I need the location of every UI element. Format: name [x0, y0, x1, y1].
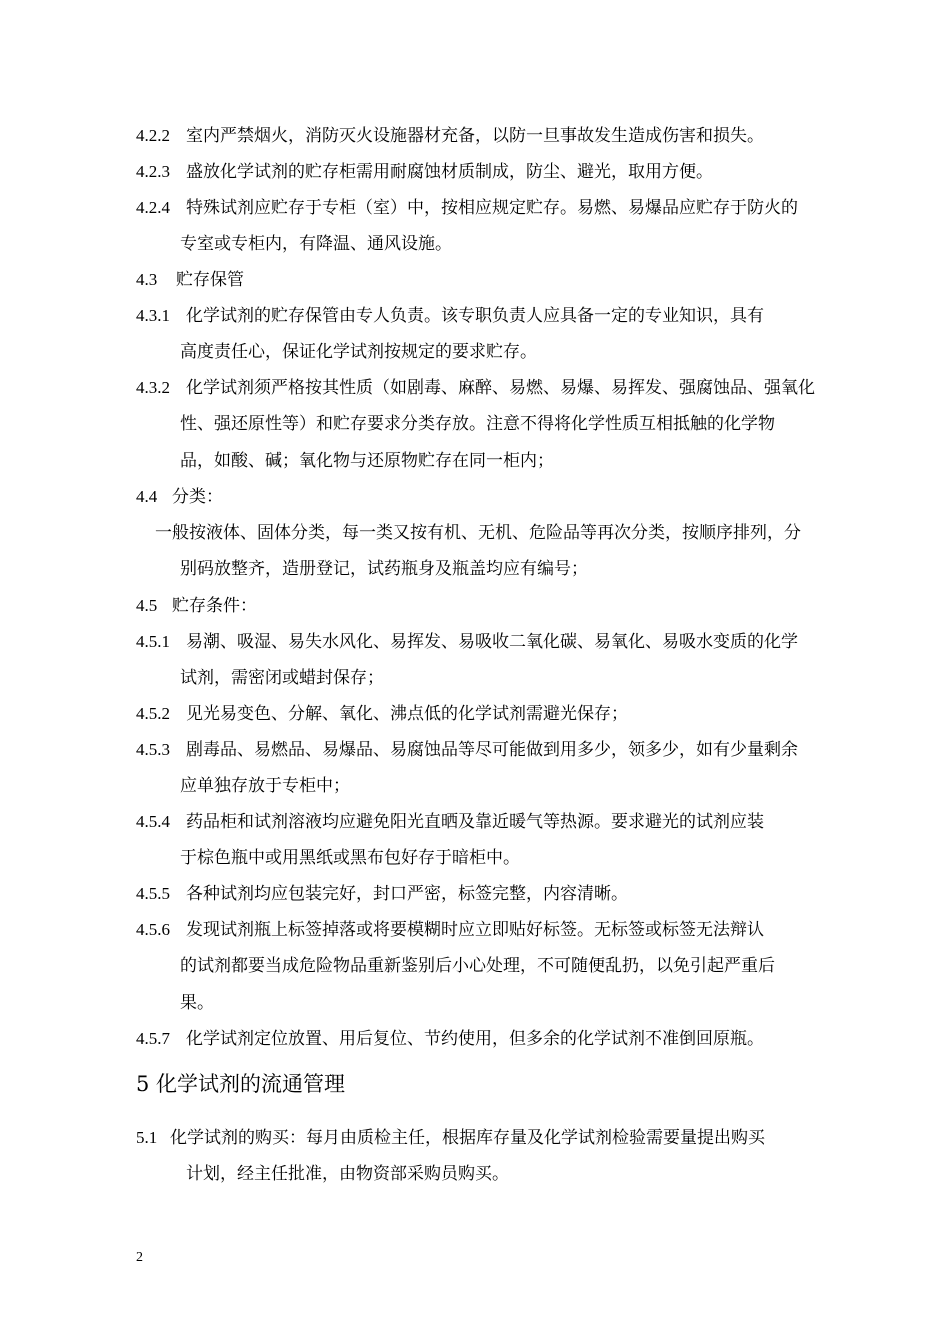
clause-text: 特殊试剂应贮存于专柜（室）中，按相应规定贮存。易燃、易爆品应贮存于防火的	[186, 198, 798, 218]
clause-text: 剧毒品、易燃品、易爆品、易腐蚀品等尽可能做到用多少，领多少，如有少量剩余	[186, 740, 798, 760]
clause-number: 4.5.5	[136, 884, 170, 903]
clause-text: 发现试剂瓶上标签掉落或将要模糊时应立即贴好标签。无标签或标签无法辩认	[186, 920, 764, 940]
clause-text: 贮存保管	[176, 270, 244, 290]
clause-number: 4.4	[136, 487, 158, 506]
clause-number: 4.3.2	[136, 378, 170, 397]
clause-text: 品，如酸、碱；氧化物与还原物贮存在同一柜内；	[180, 451, 554, 471]
clause-text: 见光易变色、分解、氧化、沸点低的化学试剂需避光保存；	[186, 704, 628, 724]
clause-text: 分类：	[172, 487, 223, 507]
clause-text: 果。	[180, 993, 214, 1013]
clause-text: 高度责任心，保证化学试剂按规定的要求贮存。	[180, 342, 537, 362]
clause-number: 5.1	[136, 1128, 158, 1147]
page-number: 2	[136, 1250, 143, 1265]
clause-number: 4.5.7	[136, 1029, 170, 1048]
clause-text: 于棕色瓶中或用黑纸或黑布包好存于暗柜中。	[180, 848, 520, 868]
clause-number: 4.5.1	[136, 632, 170, 651]
clause-text: 性、强还原性等）和贮存要求分类存放。注意不得将化学性质互相抵触的化学物	[180, 414, 775, 434]
clause-text: 易潮、吸湿、易失水风化、易挥发、易吸收二氧化碳、易氧化、易吸水变质的化学	[186, 632, 798, 652]
clause-text: 贮存条件：	[172, 596, 257, 616]
clause-text: 盛放化学试剂的贮存柜需用耐腐蚀材质制成，防尘、避光，取用方便。	[186, 162, 713, 182]
clause-number: 4.3	[136, 270, 158, 289]
section-heading: 5 化学试剂的流通管理	[136, 1072, 346, 1096]
clause-number: 4.5.6	[136, 920, 170, 939]
clause-text: 别码放整齐，造册登记，试药瓶身及瓶盖均应有编号；	[180, 559, 588, 579]
clause-text: 化学试剂须严格按其性质（如剧毒、麻醉、易燃、易爆、易挥发、强腐蚀品、强氧化	[186, 378, 815, 398]
clause-text: 一般按液体、固体分类，每一类又按有机、无机、危险品等再次分类，按顺序排列，分	[155, 523, 801, 543]
clause-text: 计划，经主任批准，由物资部采购员购买。	[186, 1164, 509, 1184]
clause-number: 4.5.4	[136, 812, 170, 831]
clause-text: 的试剂都要当成危险物品重新鉴别后小心处理，不可随便乱扔，以免引起严重后	[180, 956, 775, 976]
clause-text: 化学试剂的贮存保管由专人负责。该专职负责人应具备一定的专业知识，具有	[186, 306, 764, 326]
clause-text: 试剂，需密闭或蜡封保存；	[180, 668, 384, 688]
clause-number: 4.5	[136, 596, 158, 615]
clause-text: 药品柜和试剂溶液均应避免阳光直晒及靠近暖气等热源。要求避光的试剂应装	[186, 812, 764, 832]
clause-number: 4.2.2	[136, 126, 170, 145]
clause-text: 专室或专柜内，有降温、通风设施。	[180, 234, 452, 254]
clause-text: 各种试剂均应包装完好，封口严密，标签完整，内容清晰。	[186, 884, 628, 904]
clause-number: 4.3.1	[136, 306, 170, 325]
clause-text: 化学试剂定位放置、用后复位、节约使用，但多余的化学试剂不准倒回原瓶。	[186, 1029, 764, 1049]
clause-text: 化学试剂的购买：每月由质检主任，根据库存量及化学试剂检验需要量提出购买	[170, 1128, 765, 1148]
clause-number: 4.2.3	[136, 162, 170, 181]
clause-text: 应单独存放于专柜中；	[180, 776, 350, 796]
clause-number: 4.5.3	[136, 740, 170, 759]
clause-number: 4.5.2	[136, 704, 170, 723]
clause-text: 室内严禁烟火，消防灭火设施器材充备，以防一旦事故发生造成伤害和损失。	[186, 126, 764, 146]
clause-number: 4.2.4	[136, 198, 170, 217]
